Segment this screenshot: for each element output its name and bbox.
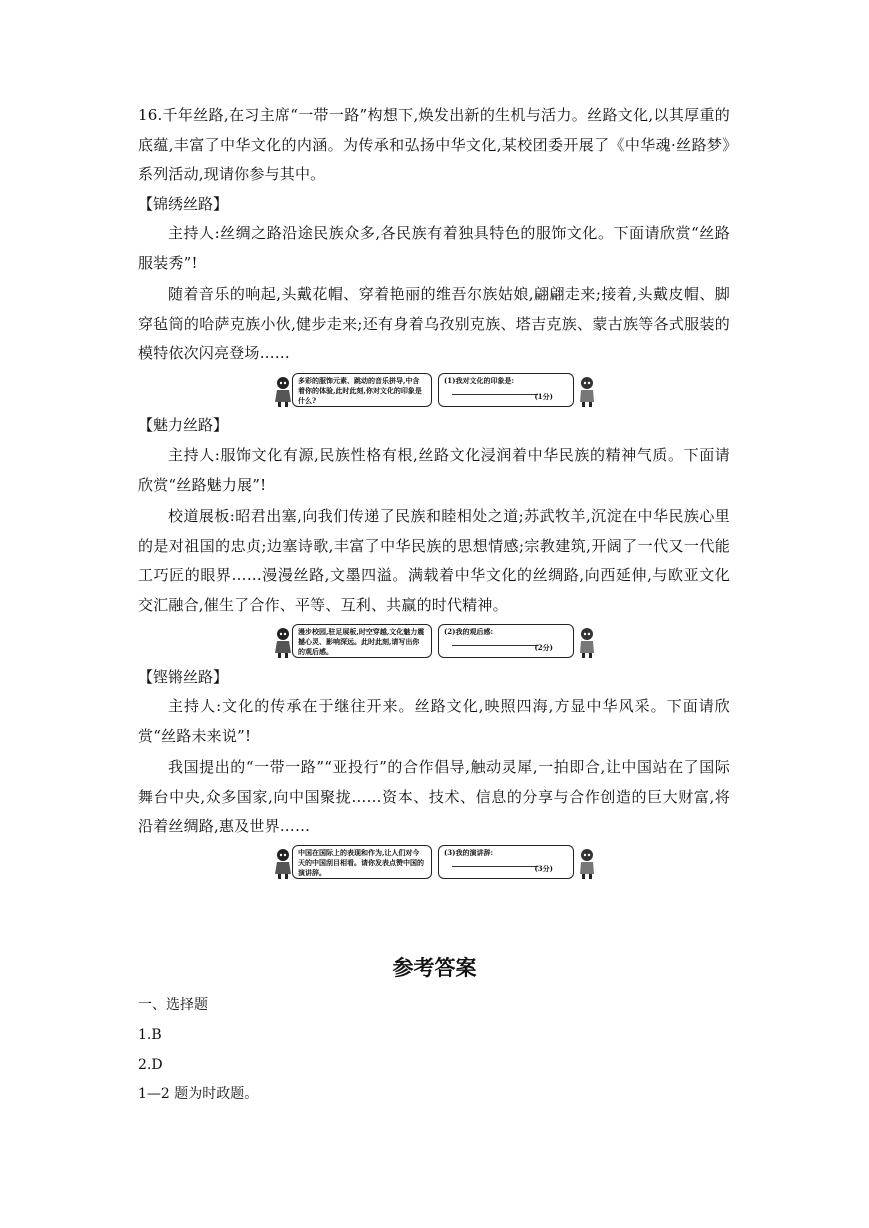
student-right-icon [574, 626, 600, 658]
answers-note: 1—2 题为时政题。 [138, 1086, 259, 1102]
answers-title: 参考答案 [392, 956, 477, 980]
bubble-prompt-2: 漫步校园,驻足展板,时空穿越,文化魅力震撼心灵、影响深远。此时此刻,请写出你的观后感。 [292, 624, 432, 658]
student-right-icon [574, 847, 600, 879]
section-3-body: 我国提出的“一带一路”“亚投行”的合作倡导,触动灵犀,一拍即合,让中国站在了国际舞台中央,众多国家,向中国聚拢……资本、技术、信息的分享与合作创造的巨大财富,将沿着丝绸路,惠及世界…… [138, 758, 730, 835]
answer-line-3[interactable] [452, 858, 538, 867]
section-heading-kengqiang: 【铿锵丝路】 [138, 668, 229, 686]
section-3-host: 主持人:文化的传承在于继往开来。丝路文化,映照四海,方显中华风采。下面请欣赏“丝路未来说”! [138, 697, 730, 745]
answer-line-2[interactable] [452, 637, 538, 646]
answer-box-3 [438, 845, 574, 879]
answer-box-1 [438, 373, 574, 407]
section-2-body: 校道展板:昭君出塞,向我们传递了民族和睦相处之道;苏武牧羊,沉淀在中华民族心里的是对祖国的忠贞;边塞诗歌,丰富了中华民族的思想情感;宗教建筑,开阔了一代又一代能工巧匠的眼界……漫漫丝路,文墨四溢。满载着中华文化的丝绸路,向西延伸,与欧亚文化交汇融合,催生了合作、平等、互利、共赢的时代精神。 [138, 507, 730, 614]
answer-2: 2.D [138, 1057, 163, 1073]
answer-line-1[interactable] [452, 386, 538, 395]
dialogue-figure-1 [270, 373, 600, 409]
dialogue-figure-3 [270, 845, 600, 881]
question-16-intro: 16.千年丝路,在习主席“一带一路”构想下,焕发出新的生机与活力。丝路文化,以其厚重的底蕴,丰富了中华文化的内涵。为传承和弘扬中华文化,某校团委开展了《中华魂·丝路梦》系列活动,现请你参与其中。 [138, 106, 730, 183]
section-heading-jinxiu: 【锦绣丝路】 [138, 195, 229, 213]
answer-box-3-points: (3分) [534, 864, 553, 873]
section-heading-meili: 【魅力丝路】 [138, 416, 229, 434]
bubble-prompt-3: 中国在国际上的表现和作为,让人们对今天的中国刮目相看。请你发表点赞中国的演讲辞。 [292, 845, 432, 879]
answer-1: 1.B [138, 1027, 162, 1043]
answer-box-2-points: (2分) [534, 643, 553, 652]
section-1-host: 主持人:丝绸之路沿途民族众多,各民族有着独具特色的服饰文化。下面请欣赏“丝路服装秀”! [138, 224, 730, 272]
answer-box-3-label: (3)我的演讲辞: [444, 848, 494, 857]
answer-box-1-label: (1)我对文化的印象是: [444, 376, 515, 385]
bubble-prompt-1: 多彩的服饰元素、跳动的音乐拼导,中含着你的体验,此时此刻,你对文化的印象是什么? [292, 373, 432, 407]
dialogue-figure-2 [270, 624, 600, 660]
section-2-host: 主持人:服饰文化有源,民族性格有根,丝路文化浸润着中华民族的精神气质。下面请欣赏“丝路魅力展”! [138, 446, 730, 494]
student-right-icon [574, 375, 600, 407]
answer-box-1-points: (1分) [534, 392, 553, 401]
answers-section-heading: 一、选择题 [138, 997, 208, 1013]
section-1-body: 随着音乐的响起,头戴花帽、穿着艳丽的维吾尔族姑娘,翩翩走来;接着,头戴皮帽、脚穿毡筒的哈萨克族小伙,健步走来;还有身着乌孜别克族、塔吉克族、蒙古族等各式服装的模特依次闪亮登场…… [138, 285, 730, 362]
answer-box-2 [438, 624, 574, 658]
answer-box-2-label: (2)我的观后感: [444, 627, 494, 636]
